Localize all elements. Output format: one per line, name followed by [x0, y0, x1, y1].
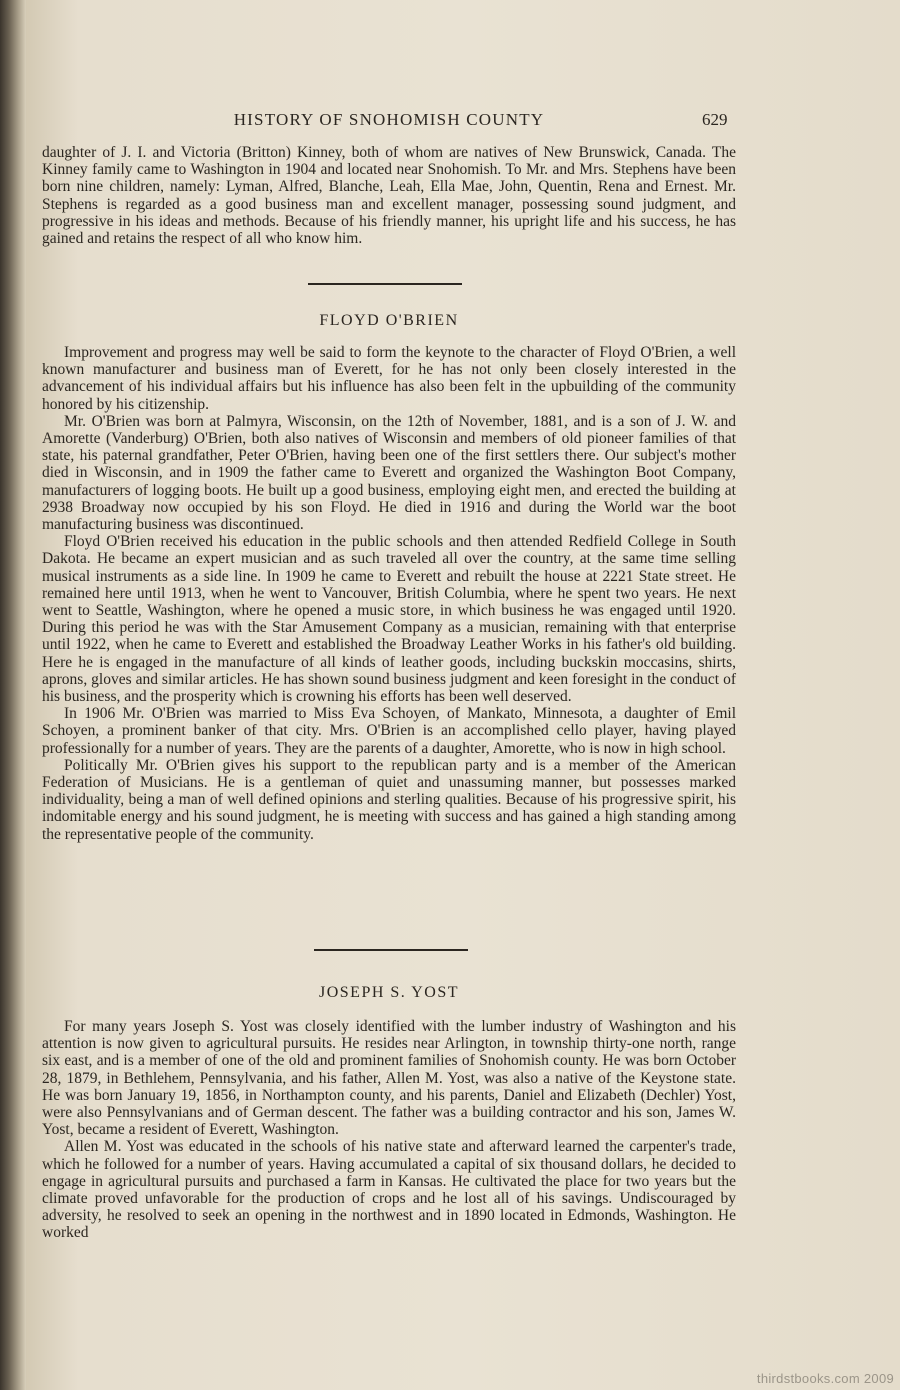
page-number: 629 [702, 110, 728, 129]
section-divider [314, 949, 468, 951]
paragraph: For many years Joseph S. Yost was closely identified with the lumber industry of Washington and his attention is now given to agricultural pursuits. He resides near Arlington, in township thirty-one north, range six east, and is a member of one of the old and prominent families of Snohomish county. He was born October 28, 1879, in Bethlehem, Pennsylvania, and his father, Allen M. Yost, was also a native of the Keystone state. He was born January 19, 1856, in Northampton county, and his parents, Daniel and Elizabeth (Dechler) Yost, were also Pennsylvanians and of German descent. The father was a building contractor and his son, James W. Yost, became a resident of Everett, Washington. [42, 1018, 736, 1139]
paragraph: Politically Mr. O'Brien gives his support to the republican party and is a member of the American Federation of Musicians. He is a gentleman of quiet and unassuming manner, but possesses marked individuality, being a man of well defined opinions and sterling qualities. Because of his progressive spirit, his indomitable energy and his sound judgment, he is meeting with success and has gained a high standing among the representative people of the community. [42, 756, 736, 843]
paragraph: Improvement and progress may well be said to form the keynote to the character of Floyd O'Brien, a well known manufacturer and business man of Everett, for he has not only been closely interested in the advancement of his individual affairs but his influence has also been felt in the upbuilding of the community honored by his citizenship. [42, 344, 736, 413]
section-heading-joseph-yost: JOSEPH S. YOST [319, 984, 459, 1001]
paragraph: Allen M. Yost was educated in the schools of his native state and afterward learned the carpenter's trade, which he followed for a number of years. Having accumulated a capital of six thousand dollars, he decided to engage in agricultural pursuits and purchased a farm in Kansas. He cultivated the place for two years but the climate proved unfavorable for the production of crops and he lost all of his savings. Undiscouraged by adversity, he resolved to seek an opening in the northwest and in 1890 located in Edmonds, Washington. He worked [42, 1138, 736, 1242]
book-spine-shadow [0, 0, 26, 1390]
section-body-joseph-yost [42, 1018, 736, 1242]
running-title: HISTORY OF SNOHOMISH COUNTY [233, 110, 545, 129]
section-divider [308, 283, 462, 285]
watermark: thirdstbooks.com 2009 [756, 1371, 894, 1386]
paragraph: In 1906 Mr. O'Brien was married to Miss Eva Schoyen, of Mankato, Minnesota, a daughter of Emil Schoyen, a prominent banker of that city. Mrs. O'Brien is an accomplished cello player, having played professionally for a number of years. They are the parents of a daughter, Amorette, who is now in high school. [42, 705, 736, 757]
continuation-text [42, 144, 736, 247]
paragraph: daughter of J. I. and Victoria (Britton) Kinney, both of whom are natives of New Brunswick, Canada. The Kinney family came to Washington in 1904 and located near Snohomish. To Mr. and Mrs. Stephens have been born nine children, namely: Lyman, Alfred, Blanche, Leah, Ella Mae, John, Quentin, Rena and Ernest. Mr. Stephens is regarded as a good business man and excellent manager, possessing sound judgment, and progressive in his ideas and methods. Because of his friendly manner, his upright life and his success, he has gained and retains the respect of all who know him. [42, 144, 736, 248]
section-body-floyd-obrien [42, 344, 736, 843]
paragraph: Floyd O'Brien received his education in the public schools and then attended Redfield College in South Dakota. He became an expert musician and as such traveled all over the country, at the same time selling musical instruments as a side line. In 1909 he came to Everett and rebuilt the house at 2221 State street. He remained here until 1913, when he went to Vancouver, British Columbia, where he spent two years. He next went to Seattle, Washington, where he opened a music store, in which business he was engaged until 1920. During this period he was with the Star Amusement Company as a musician, remaining with that enterprise until 1922, when he came to Everett and established the Broadway Leather Works in his father's old building. Here he is engaged in the manufacture of all kinds of leather goods, including buckskin moccasins, shirts, aprons, gloves and similar articles. He has shown sound business judgment and keen foresight in the conduct of his business, and the prosperity which is crowning his efforts has been well deserved. [42, 533, 736, 706]
section-heading-floyd-obrien: FLOYD O'BRIEN [319, 312, 459, 329]
book-page [26, 0, 900, 1390]
running-head [26, 110, 900, 134]
paragraph: Mr. O'Brien was born at Palmyra, Wisconsin, on the 12th of November, 1881, and is a son of J. W. and Amorette (Vanderburg) O'Brien, both also natives of Wisconsin and members of old pioneer families of that state, his paternal grandfather, Peter O'Brien, having been one of the first settlers there. Our subject's mother died in Wisconsin, and in 1909 the father came to Everett and organized the Washington Boot Company, manufacturers of logging boots. He built up a good business, employing eight men, and erected the building at 2938 Broadway now occupied by his son Floyd. He died in 1916 and during the World war the boot manufacturing business was discontinued. [42, 412, 736, 534]
